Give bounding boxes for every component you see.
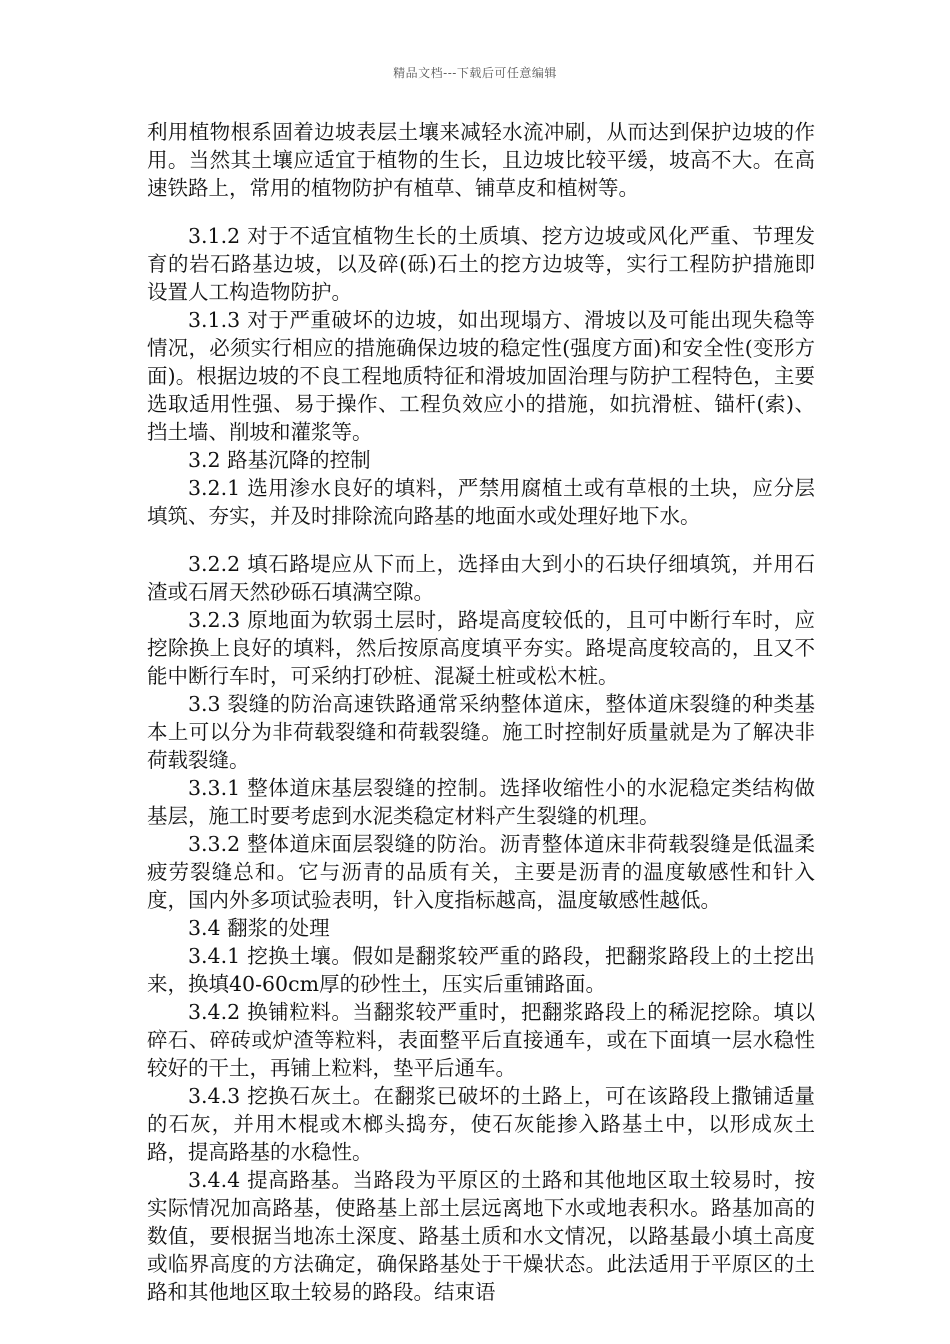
paragraph-3-4-1: 3.4.1 挖换土壤。假如是翻浆较严重的路段，把翻浆路段上的土挖出来，换填40-60cm厚的砂性土，压实后重铺路面。 — [147, 944, 815, 996]
paragraph-intro: 利用植物根系固着边坡表层土壤来减轻水流冲刷，从而达到保护边坡的作用。当然其土壤应适宜于植物的生长，且边坡比较平缓，坡高不大。在高速铁路上，常用的植物防护有植草、铺草皮和植树等。 — [147, 120, 815, 200]
paragraph-3-2-2: 3.2.2 填石路堤应从下而上，选择由大到小的石块仔细填筑，并用石渣或石屑天然砂砾石填满空隙。 — [147, 552, 815, 604]
paragraph-3-2-3: 3.2.3 原地面为软弱土层时，路堤高度较低的，且可中断行车时，应挖除换上良好的填料，然后按原高度填平夯实。路堤高度较高的，且又不能中断行车时，可采纳打砂桩、混凝土桩或松木桩。 — [147, 608, 815, 688]
paragraph-3-1-2: 3.1.2 对于不适宜植物生长的土质填、挖方边坡或风化严重、节理发育的岩石路基边坡，以及碎(砾)石土的挖方边坡等，实行工程防护措施即设置人工构造物防护。 — [147, 224, 815, 304]
paragraph-3-3-1: 3.3.1 整体道床基层裂缝的控制。选择收缩性小的水泥稳定类结构做基层，施工时要考虑到水泥类稳定材料产生裂缝的机理。 — [147, 776, 815, 828]
paragraph-3-4-2: 3.4.2 换铺粒料。当翻浆较严重时，把翻浆路段上的稀泥挖除。填以碎石、碎砖或炉渣等粒料，表面整平后直接通车，或在下面填一层水稳性较好的干土，再铺上粒料，垫平后通车。 — [147, 1000, 815, 1080]
paragraph-3-3-2: 3.3.2 整体道床面层裂缝的防治。沥青整体道床非荷载裂缝是低温柔疲劳裂缝总和。它与沥青的品质有关，主要是沥青的温度敏感性和针入度，国内外多项试验表明，针入度指标越高，温度敏感性越低。 — [147, 832, 815, 912]
paragraph-3-3: 3.3 裂缝的防治高速铁路通常采纳整体道床，整体道床裂缝的种类基本上可以分为非荷载裂缝和荷载裂缝。施工时控制好质量就是为了解决非荷载裂缝。 — [147, 692, 815, 772]
document-body — [147, 118, 815, 1306]
paragraph-3-4-4: 3.4.4 提高路基。当路段为平原区的土路和其他地区取土较易时，按实际情况加高路基，使路基上部土层远离地下水或地表积水。路基加高的数值，要根据当地冻土深度、路基土质和水文情况，以路基最小填土高度或临界高度的方法确定，确保路基处于干燥状态。此法适用于平原区的土路和其他地区取土较易的路段。结束语 — [147, 1168, 815, 1304]
paragraph-3-2-1: 3.2.1 选用渗水良好的填料，严禁用腐植土或有草根的土块，应分层填筑、夯实，并及时排除流向路基的地面水或处理好地下水。 — [147, 476, 815, 528]
paragraph-3-4-3: 3.4.3 挖换石灰土。在翻浆已破坏的土路上，可在该路段上撒铺适量的石灰，并用木棍或木榔头捣夯，使石灰能掺入路基土中，以形成灰土路，提高路基的水稳性。 — [147, 1084, 815, 1164]
section-heading-3-4: 3.4 翻浆的处理 — [188, 916, 330, 940]
section-heading-3-2: 3.2 路基沉降的控制 — [188, 448, 371, 472]
paragraph-3-1-3: 3.1.3 对于严重破坏的边坡，如出现塌方、滑坡以及可能出现失稳等情况，必须实行相应的措施确保边坡的稳定性(强度方面)和安全性(变形方面)。根据边坡的不良工程地质特征和滑坡加固治理与防护工程特色，主要选取适用性强、易于操作、工程负效应小的措施，如抗滑桩、锚杆(索)、挡土墙、削坡和灌浆等。 — [147, 308, 815, 444]
page-header: 精品文档---下载后可任意编辑 — [393, 66, 557, 80]
